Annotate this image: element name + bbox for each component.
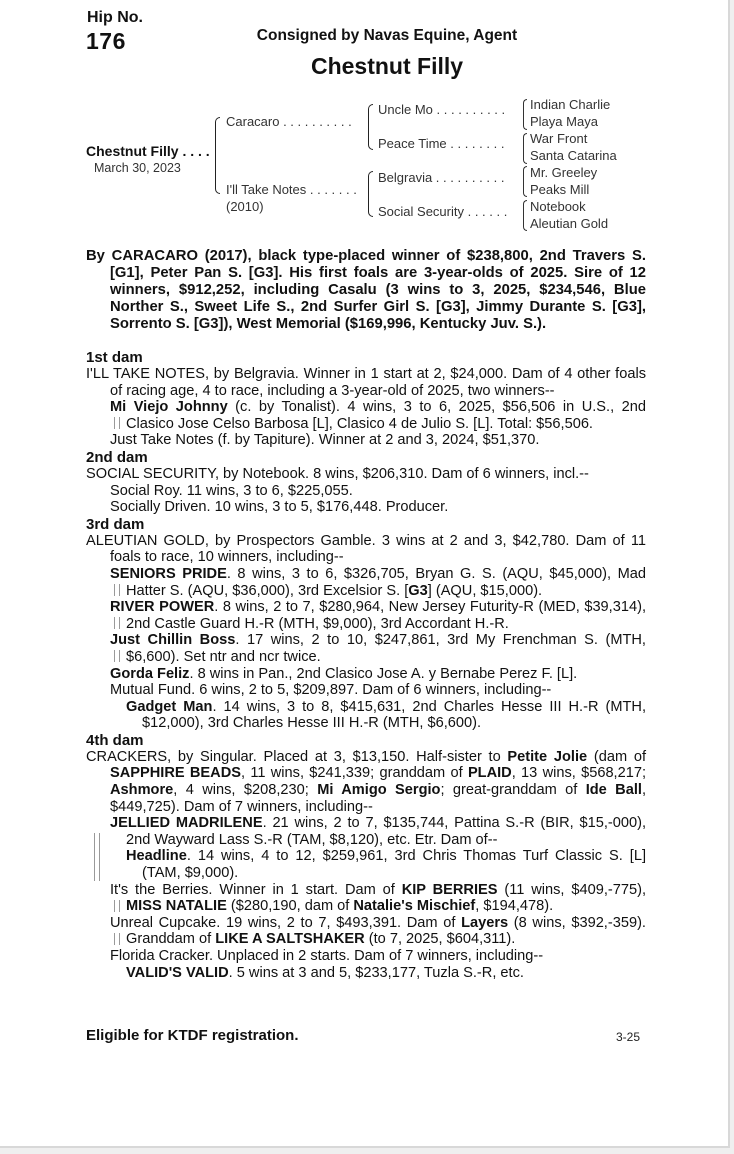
pedigree-g3: Indian Charlie [530, 97, 611, 112]
foal-entry: Mutual Fund. 6 wins, 2 to 5, $209,897. Dam of 6 winners, including-- [110, 682, 552, 699]
sire-paragraph [86, 248, 646, 333]
brace [368, 104, 373, 150]
eligibility-note: Eligible for KTDF registration. [86, 1027, 299, 1044]
indent-bar [114, 933, 120, 945]
foal-entry: VALID'S VALID. 5 wins at 3 and 5, $233,177, Tuzla S.-R, etc. [126, 964, 524, 981]
third-dam-intro: ALEUTIAN GOLD, by Prospectors Gamble. 3 wins at 2 and 3, $42,780. Dam of 11 foals to race, 10 winners, including-- [86, 532, 646, 566]
pedigree-g3: Santa Catarina [530, 148, 617, 163]
pedigree-g3: Notebook [530, 199, 586, 214]
heading-first-dam: 1st dam [86, 349, 143, 366]
indent-bar [114, 417, 120, 429]
foal-entry: Social Roy. 11 wins, 3 to 6, $225,055. [110, 482, 353, 499]
consignor: Consigned by Navas Equine, Agent [256, 27, 518, 44]
brace [368, 171, 373, 217]
foal-entry: Gadget Man. 14 wins, 3 to 8, $415,631, 2nd Charles Hesse III H.-R (MTH, $12,000), 3rd Charles Hesse III H.-R (MTH, $6,600). [126, 698, 647, 732]
pedigree-g3: Peaks Mill [530, 182, 590, 197]
indent-bar [114, 900, 120, 912]
foaling-date: March 30, 2023 [94, 161, 181, 175]
foal-entry: It's the Berries. Winner in 1 start. Dam of KIP BERRIES (11 wins, $409,-775), MISS NATALIE ($280,190, dam of Natalie's Mischief, $194,478). [110, 881, 646, 915]
brace [215, 117, 220, 194]
indent-bar [114, 617, 120, 629]
pedigree-dam-year: (2010) [226, 199, 264, 214]
page-title: Chestnut Filly [310, 53, 464, 79]
indent-bar [114, 650, 120, 662]
sire-text: By CARACARO (2017), black type-placed winner of $238,800, 2nd Travers S. [G1], Peter Pan S. [G3]. His first foals are 3-year-olds of 2025. Sire of 12 winners, $912,252, including Casalu (3 wins to 3, 2025, $234,546, Blue Norther S., Sweet Life S., 2nd Surfer Girl S. [G3], Jimmy Durante S. [G3], Sorrento S. [G3]), West Memorial ($169,996, Kentucky Juv. S.). [86, 248, 646, 332]
first-dam-intro: I'LL TAKE NOTES, by Belgravia. Winner in 1 start at 2, $24,000. Dam of 4 other foals of racing age, 4 to race, including a 3-year-old of 2025, two winners-- [86, 366, 646, 399]
foal-entry: Just Take Notes (f. by Tapiture). Winner at 2 and 3, 2024, $51,370. [110, 432, 540, 449]
second-dam-intro: SOCIAL SECURITY, by Notebook. 8 wins, $206,310. Dam of 6 winners, incl.-- [86, 465, 589, 482]
brace [523, 133, 527, 164]
hip-label: Hip No. [87, 9, 143, 26]
brace [523, 200, 527, 231]
foal-entry: Gorda Feliz. 8 wins in Pan., 2nd Clasico Jose A. y Bernabe Perez F. [L]. [110, 665, 578, 682]
pedigree-dam-dam: Social Security . . . . . . [378, 204, 508, 219]
foal-entry: Unreal Cupcake. 19 wins, 2 to 7, $493,391. Dam of Layers (8 wins, $392,-359). Granddam of LIKE A SALTSHAKER (to 7, 2025, $604,311). [110, 914, 646, 948]
pedigree-dam: I'll Take Notes . . . . . . . [226, 182, 357, 197]
foal-entry: SENIORS PRIDE. 8 wins, 3 to 6, $326,705, Bryan G. S. (AQU, $45,000), Mad Hatter S. (AQU, $36,000), 3rd Excelsior S. [G3] (AQU, $15,000). [110, 565, 646, 599]
pedigree-g3: Mr. Greeley [530, 165, 598, 180]
pedigree-horse: Chestnut Filly . . . . [86, 143, 210, 159]
pedigree-sire-dam: Peace Time . . . . . . . . [378, 136, 505, 151]
pedigree-sire-sire: Uncle Mo . . . . . . . . . . [378, 102, 506, 117]
pedigree-g3: Playa Maya [530, 114, 598, 129]
brace [523, 166, 527, 197]
brace [523, 99, 527, 130]
fourth-dam-intro: CRACKERS, by Singular. Placed at 3, $13,150. Half-sister to Petite Jolie (dam of SAPPHIRE BEADS, 11 wins, $241,339; granddam of PLAID, 13 wins, $568,217; Ashmore, 4 wins, $208,230; Mi Amigo Sergio; great-granddam of Ide Ball, $449,725). Dam of 7 winners, including-- [86, 748, 647, 815]
foal-entry: JELLIED MADRILENE. 21 wins, 2 to 7, $135,744, Pattina S.-R (BIR, $15,-000), 2nd Wayward Lass S.-R (TAM, $8,120), etc. Etr. Dam of-- [110, 815, 647, 848]
female-family [86, 349, 646, 981]
pedigree-g3: Aleutian Gold [530, 216, 609, 231]
foal-entry: Florida Cracker. Unplaced in 2 starts. Dam of 7 winners, including-- [110, 948, 544, 964]
pedigree-sire: Caracaro . . . . . . . . . . [226, 114, 352, 129]
heading-third-dam: 3rd dam [86, 515, 145, 533]
pedigree-dam-sire: Belgravia . . . . . . . . . . [378, 170, 505, 185]
foal-entry: Headline. 14 wins, 4 to 12, $259,961, 3rd Chris Thomas Turf Classic S. [L] (TAM, $9,000). [126, 848, 646, 882]
catalog-code: 3-25 [616, 1030, 641, 1044]
hip-number: 176 [86, 28, 126, 54]
foal-entry: Mi Viejo Johnny (c. by Tonalist). 4 wins, 3 to 6, 2025, $56,506 in U.S., 2nd Clasico Jose Celso Barbosa [L], Clasico 4 de Julio S. [L]. Total: $56,506. [110, 399, 646, 432]
jellied-group [86, 815, 646, 881]
heading-second-dam: 2nd dam [86, 448, 148, 466]
indent-bar [114, 584, 120, 596]
foal-entry: Socially Driven. 10 wins, 3 to 5, $176,448. Producer. [110, 499, 449, 516]
foal-entry: RIVER POWER. 8 wins, 2 to 7, $280,964, New Jersey Futurity-R (MED, $39,314), 2nd Castle Guard H.-R (MTH, $9,000), 3rd Accordant H.-R. [110, 599, 646, 632]
foal-entry: Just Chillin Boss. 17 wins, 2 to 10, $247,861, 3rd My Frenchman S. (MTH, $6,600). Set ntr and ncr twice. [110, 632, 646, 665]
heading-fourth-dam: 4th dam [86, 731, 144, 749]
pedigree-g3: War Front [530, 131, 588, 146]
